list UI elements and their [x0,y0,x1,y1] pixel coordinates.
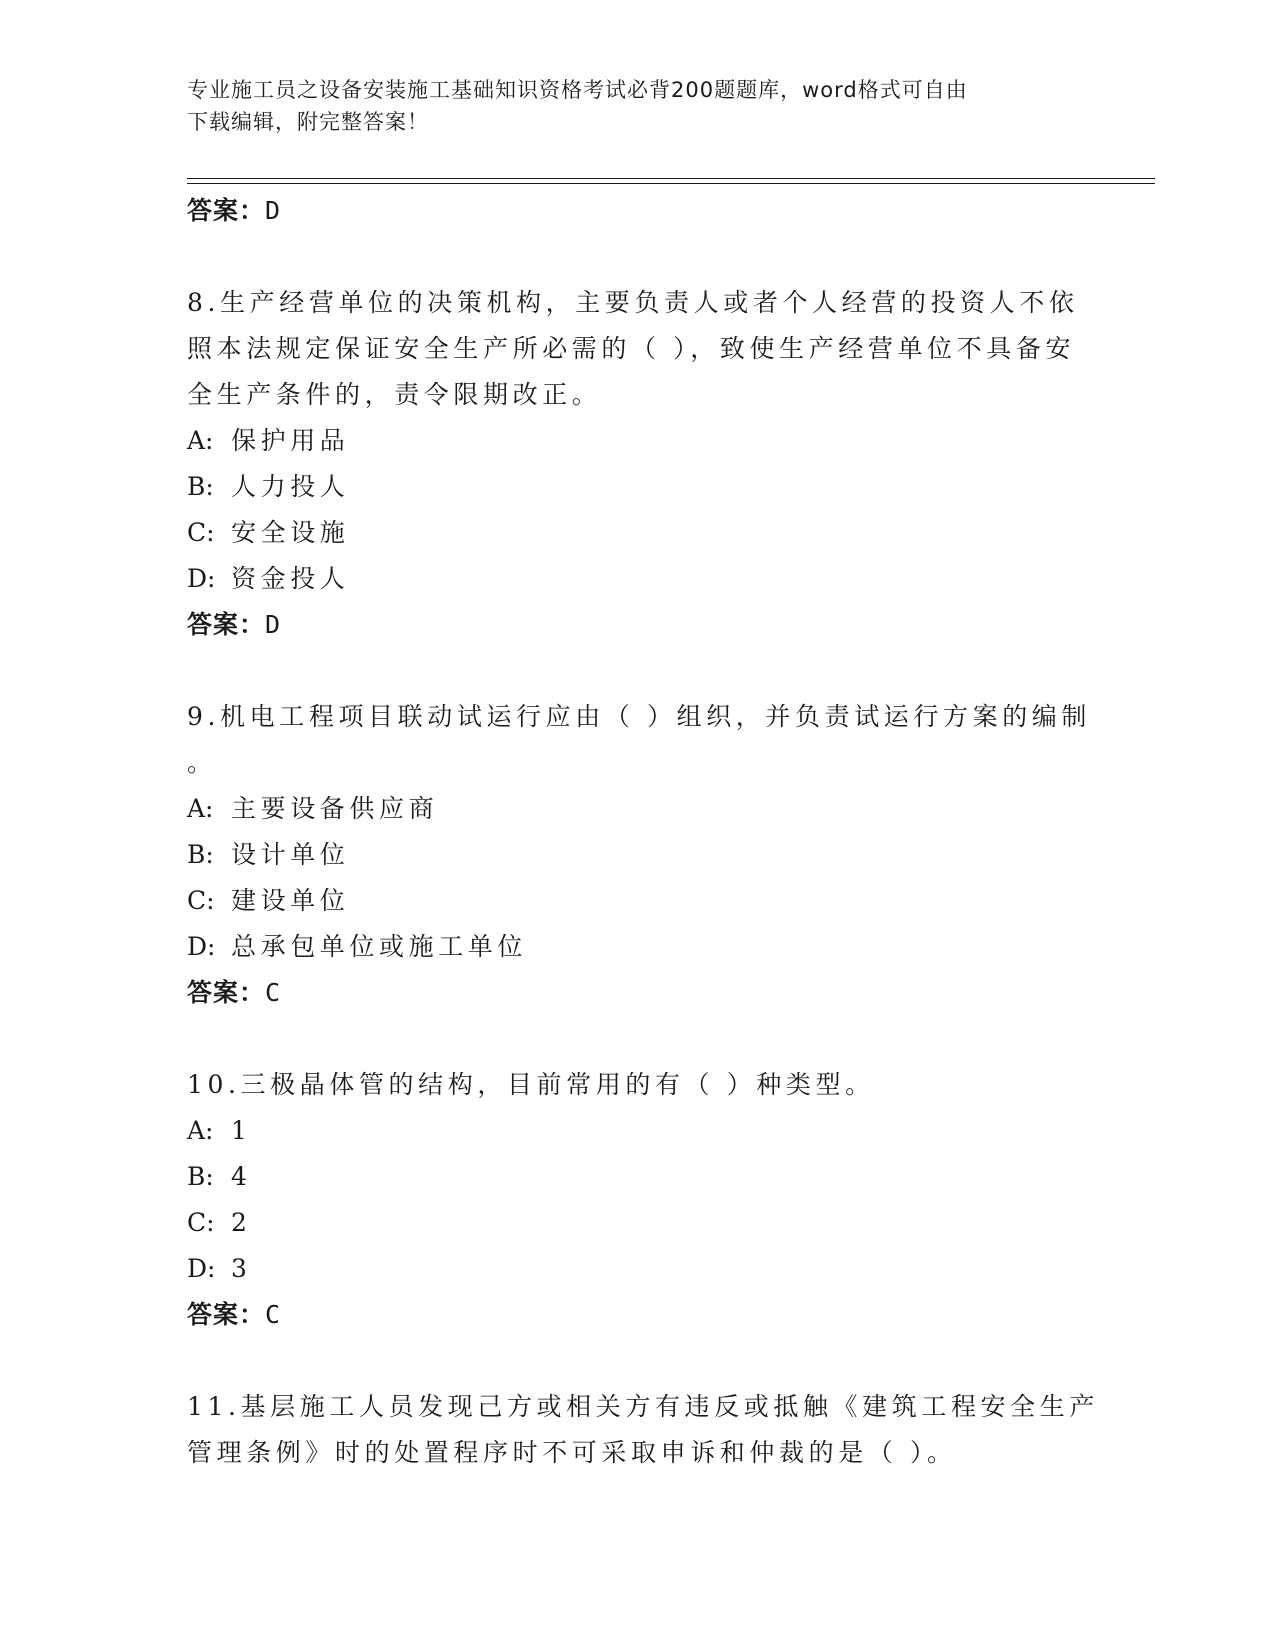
question-block [187,694,1092,1016]
option-text: 建设单位 [231,886,350,915]
option-key: B: [187,472,214,501]
option-key: A: [187,426,214,455]
option-text: 资金投人 [231,564,350,593]
option-c [187,1200,1087,1246]
option-text: 人力投人 [231,472,350,501]
option-text: 1 [231,1116,252,1145]
question-text-line: 照本法规定保证安全生产所必需的（ ），致使生产经营单位不具备安 [187,334,1076,363]
question-text-line: 11.基层施工人员发现己方或相关方有违反或抵触《建筑工程安全生产 [187,1392,1099,1421]
question-text-line: 9.机电工程项目联动试运行应由（ ）组织，并负责试运行方案的编制 [187,702,1092,731]
answer-line [187,1292,1087,1338]
option-key: B: [187,840,214,869]
question-block [187,1062,1087,1338]
option-key: D: [187,564,216,593]
answer-label: 答案： [187,978,266,1007]
option-a [187,418,1087,464]
question-text-line: 8.生产经营单位的决策机构，主要负责人或者个人经营的投资人不依 [187,288,1079,317]
answer-line [187,188,1087,234]
header-rule-top [187,178,1155,179]
answer-value: C [265,978,282,1007]
option-b [187,832,1087,878]
option-a [187,786,1087,832]
question-block [187,1384,1099,1476]
answer-label: 答案： [187,1300,266,1329]
answer-value: D [265,196,282,225]
option-d [187,1246,1087,1292]
option-text: 主要设备供应商 [231,794,439,823]
option-key: C: [187,1208,215,1237]
option-text: 3 [231,1254,252,1283]
answer-label: 答案： [187,196,266,225]
option-c [187,510,1087,556]
option-key: C: [187,518,215,547]
option-text: 安全设施 [231,518,350,547]
question-text-line: 管理条例》时的处置程序时不可采取申诉和仲裁的是（ ）。 [187,1438,957,1467]
option-a [187,1108,1087,1154]
header-rule-bottom [187,183,1155,184]
answer-label: 答案： [187,610,266,639]
option-d [187,556,1087,602]
answer-value: C [265,1300,282,1329]
option-key: B: [187,1162,214,1191]
page-header [187,74,1067,138]
option-text: 2 [231,1208,252,1237]
answer-line [187,602,1087,648]
option-key: A: [187,1116,214,1145]
question-block [187,280,1087,648]
answer-line [187,970,1087,1016]
option-key: C: [187,886,215,915]
question-list [187,188,1099,1476]
option-c [187,878,1087,924]
question-text-line: 。 [187,748,217,777]
option-key: D: [187,932,216,961]
option-b [187,1154,1087,1200]
answer-value: D [265,610,282,639]
question-text-line: 10.三极晶体管的结构，目前常用的有（ ）种类型。 [187,1070,875,1099]
option-text: 保护用品 [231,426,350,455]
header-line-2: 下载编辑，附完整答案！ [187,110,429,134]
question-text-line: 全生产条件的，责令限期改正。 [187,380,602,409]
option-key: D: [187,1254,216,1283]
option-key: A: [187,794,214,823]
option-text: 4 [231,1162,252,1191]
option-text: 设计单位 [231,840,350,869]
option-b [187,464,1087,510]
header-line-1: 专业施工员之设备安装施工基础知识资格考试必背200题题库，word格式可自由 [187,78,968,102]
option-text: 总承包单位或施工单位 [231,932,528,961]
option-d [187,924,1087,970]
